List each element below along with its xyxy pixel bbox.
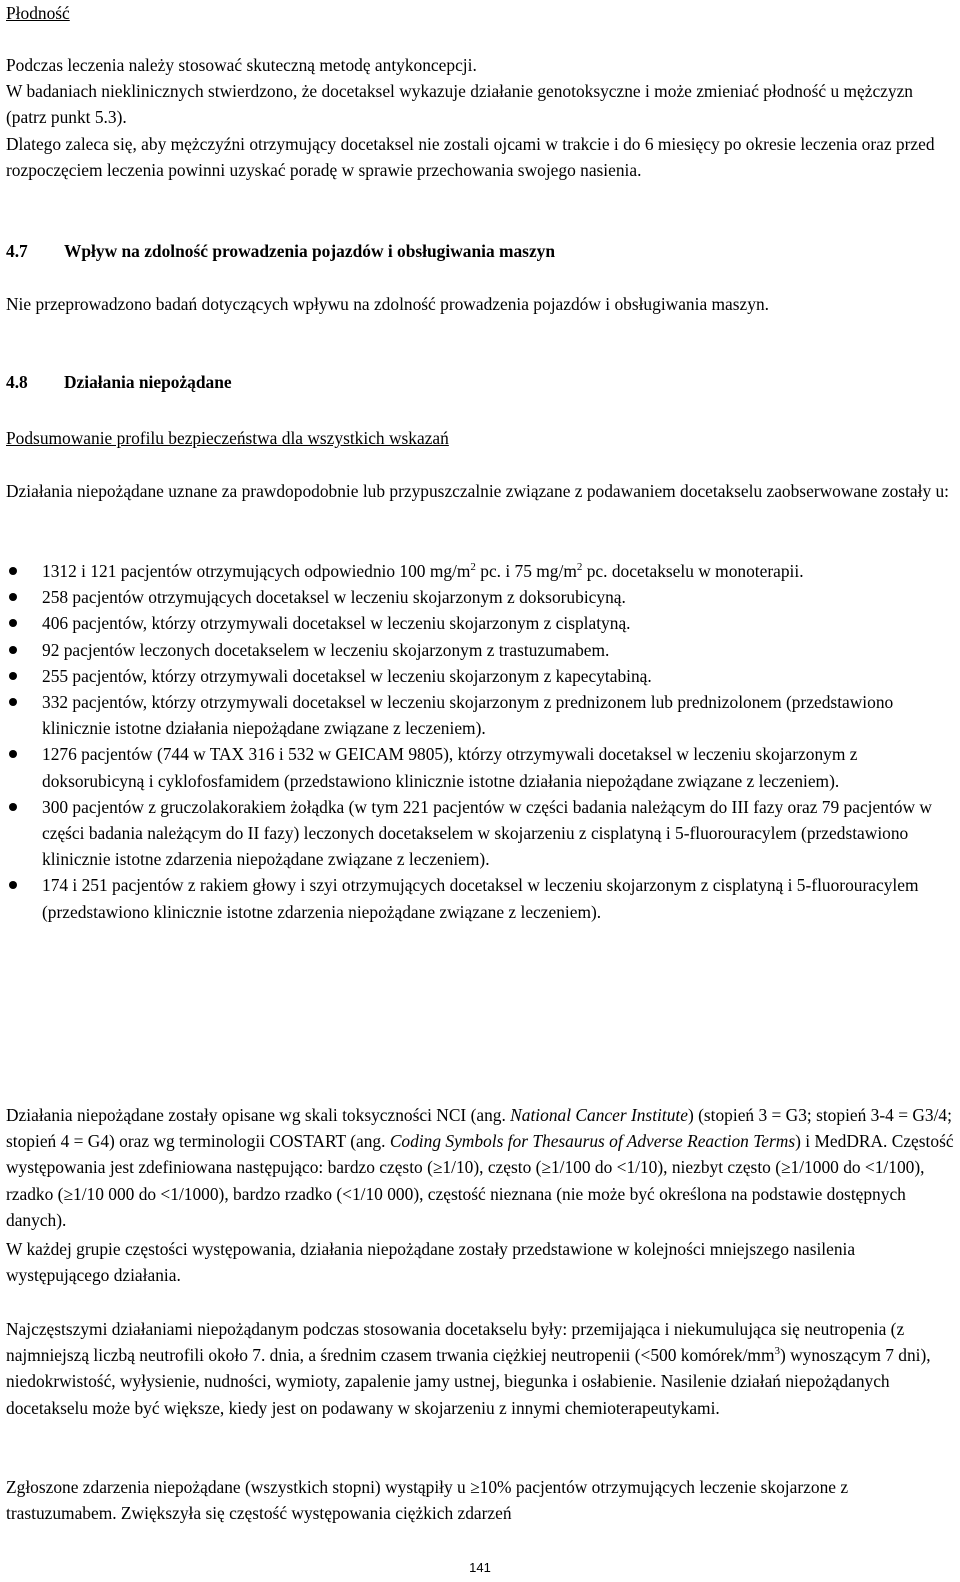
section-4-7-text: Nie przeprowadzono badań dotyczących wpływu na zdolność prowadzenia pojazdów i obsługiwania maszyn. xyxy=(6,294,769,314)
section-title: Wpływ na zdolność prowadzenia pojazdów i obsługiwania maszyn xyxy=(64,241,556,261)
list-item: 92 pacjentów leczonych docetakselem w leczeniu skojarzonym z trastuzumabem. xyxy=(6,637,956,663)
section-title: Działania niepożądane xyxy=(64,372,232,392)
section-number: 4.8 xyxy=(6,372,28,392)
reported-events-paragraph: Zgłoszone zdarzenia niepożądane (wszystkich stopni) wystąpiły u ≥10% pacjentów otrzymujących leczenie skojarzone z trastuzumabem. Zwiększyła się częstość występowania ciężkich zdarzeń xyxy=(6,1477,849,1524)
list-item: 1312 i 121 pacjentów otrzymujących odpowiednio 100 $mg/m^2$ pc. i 75 $mg/m^2$ pc. docetakselu w monoterapii. xyxy=(6,558,956,584)
common-effects-paragraph: Najczęstszymi działaniami niepożądanym podczas stosowania docetakselu były: przemijająca i niekumulująca się neutropenia (z najmniejszą liczbą neutrofili około 7. dnia, a średnim czasem trwania ciężkiej neutropenii (<500 komórek/$mm^3$) wynoszącym 7 dni), niedokrwistość, wyłysienie, nudności, wymioty, zapalenie jamy ustnej, biegunka i osłabienie. Nasilenie działań niepożądanych docetakselu może być większe, kiedy jest on podawany w skojarzeniu z innymi chemioterapeutykami. xyxy=(6,1319,931,1418)
patient-groups-list xyxy=(6,558,956,925)
section-4-8-heading xyxy=(6,369,956,395)
fertility-line-3: Dlatego zaleca się, aby mężczyźni otrzymujący docetaksel nie zostali ojcami w trakcie i do 6 miesięcy po okresie leczenia oraz przed rozpoczęciem leczenia powinni uzyskać poradę w sprawie przechowania swojego nasienia. xyxy=(6,133,935,180)
safety-profile-subheading: Podsumowanie profilu bezpieczeństwa dla wszystkich wskazań xyxy=(6,428,449,448)
fertility-heading: Płodność xyxy=(6,3,70,23)
list-item: 255 pacjentów, którzy otrzymywali docetaksel w leczeniu skojarzonym z kapecytabiną. xyxy=(6,663,956,689)
fertility-text xyxy=(6,52,956,183)
adverse-intro: Działania niepożądane uznane za prawdopodobnie lub przypuszczalnie związane z podawaniem docetakselu zaobserwowane zostały u: xyxy=(6,481,950,501)
fertility-line-2: W badaniach nieklinicznych stwierdzono, że docetaksel wykazuje działanie genotoksyczne i może zmieniać płodność u mężczyzn (patrz punkt 5.3). xyxy=(6,81,913,128)
grouping-paragraph: W każdej grupie częstości występowania, działania niepożądane zostały przedstawione w kolejności mniejszego nasilenia występującego działania. xyxy=(6,1239,856,1286)
list-item: 332 pacjentów, którzy otrzymywali docetaksel w leczeniu skojarzonym z prednizonem lub prednizolonem (przedstawiono klinicznie istotne działania niepożądane związane z leczeniem). xyxy=(6,689,956,741)
section-4-7-heading xyxy=(6,238,956,264)
fertility-line-1: Podczas leczenia należy stosować skuteczną metodę antykoncepcji. xyxy=(6,55,477,75)
list-item: 406 pacjentów, którzy otrzymywali docetaksel w leczeniu skojarzonym z cisplatyną. xyxy=(6,610,956,636)
list-item: 174 i 251 pacjentów z rakiem głowy i szyi otrzymujących docetaksel w leczeniu skojarzonym z cisplatyną i 5-fluorouracylem (przedstawiono klinicznie istotne zdarzenia niepożądane związane z leczeniem). xyxy=(6,872,956,924)
section-number: 4.7 xyxy=(6,241,28,261)
nci-frequency-paragraph: Działania niepożądane zostały opisane wg skali toksyczności NCI (ang. National Cancer Institute) (stopień 3 = G3; stopień 3-4 = G3/4; stopień 4 = G4) oraz wg terminologii COSTART (ang. Coding Symbols for Thesaurus of Adverse Reaction Terms) i MedDRA. Częstość występowania jest zdefiniowana następująco: bardzo często (≥1/10), często (≥1/100 do <1/10), niezbyt często (≥1/1000 do <1/100), rzadko (≥1/10 000 do <1/1000), bardzo rzadko (<1/10 000), częstość nieznana (nie może być określona na podstawie dostępnych danych). xyxy=(6,1105,954,1230)
list-item: 300 pacjentów z gruczolakorakiem żołądka (w tym 221 pacjentów w części badania należącym do III fazy oraz 79 pacjentów w części badania należącym do II fazy) leczonych docetakselem w skojarzeniu z cisplatyną i 5-fluorouracylem (przedstawiono klinicznie istotne zdarzenia niepożądane związane z leczeniem). xyxy=(6,794,956,873)
list-item: 1276 pacjentów (744 w TAX 316 i 532 w GEICAM 9805), którzy otrzymywali docetaksel w leczeniu skojarzonym z doksorubicyną i cyklofosfamidem (przedstawiono klinicznie istotne działania niepożądane związane z leczeniem). xyxy=(6,741,956,793)
page-number: 141 xyxy=(469,1560,491,1575)
list-item: 258 pacjentów otrzymujących docetaksel w leczeniu skojarzonym z doksorubicyną. xyxy=(6,584,956,610)
